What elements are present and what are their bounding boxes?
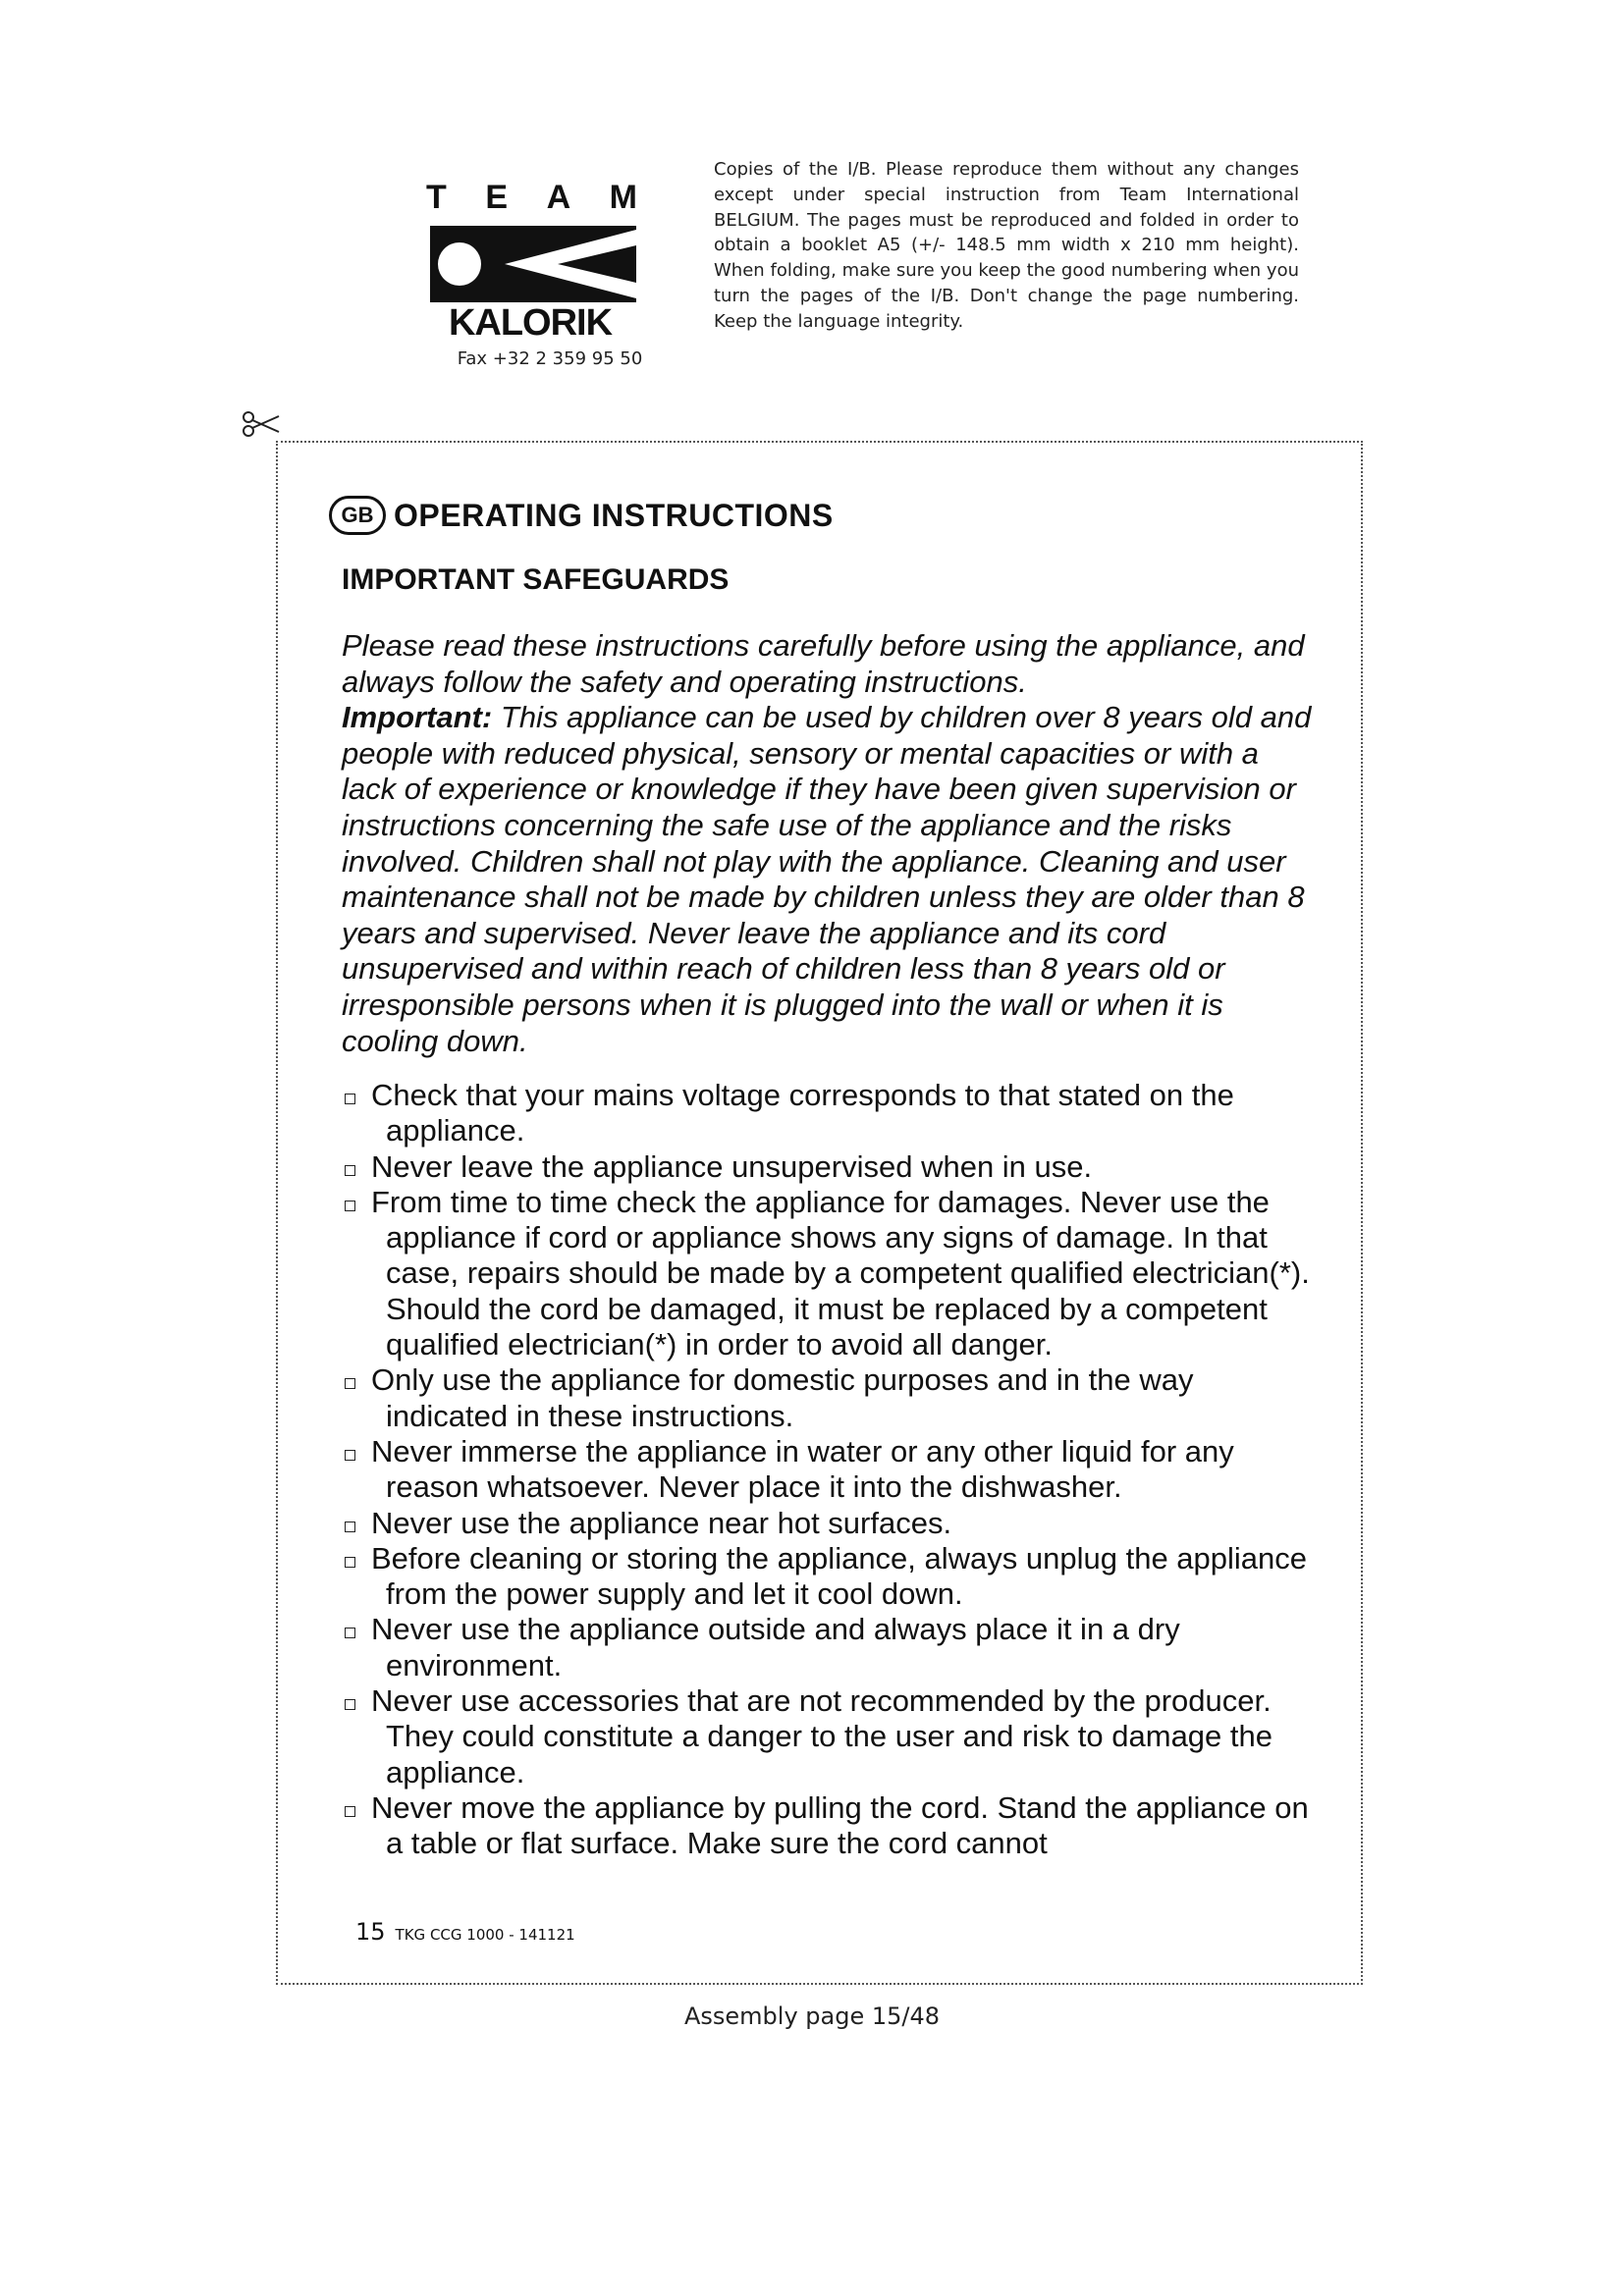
logo-team-letter: E (485, 179, 509, 216)
assembly-page-label: Assembly page 15/48 (683, 2002, 941, 2030)
page-title: OPERATING INSTRUCTIONS (394, 497, 834, 533)
fax-number: Fax +32 2 359 95 50 (457, 348, 643, 369)
checkbox-bullet-icon (345, 1806, 355, 1817)
page-number: 15 (355, 1918, 386, 1946)
important-text: This appliance can be used by children over 8 years old and people with reduced physical, sensory or mental capacities or with a lack of experience or knowledge if they have been given supervision or instructions concerning the safe use of the appliance and the risks involved. Children shall not play with the appliance. Cleaning and user maintenance shall not be made by children unless they are older than 8 years and supervised. Never leave the appliance and its cord unsupervised and within reach of children less than 8 years old or irresponsible persons when it is plugged into the wall or when it is cooling down. (342, 700, 1312, 1058)
list-item: Check that your mains voltage corresponds to that stated on the appliance. (342, 1078, 1324, 1149)
checkbox-bullet-icon (345, 1628, 355, 1638)
intro-text (342, 628, 1314, 1059)
checkbox-bullet-icon (345, 1522, 355, 1532)
logo-team-text (426, 179, 637, 217)
reproduction-notice: Copies of the I/B. Please reproduce them without any changes except under special instruction from Team International BELGIUM. The pages must be reproduced and folded in order to obtain a booklet A5 (+/- 148.5 mm width x 210 mm height). When folding, make sure you keep the good numbering when you turn the pages of the I/B. Don't change the page numbering. Keep the language integrity. (714, 159, 1299, 332)
list-item: From time to time check the appliance for damages. Never use the appliance if cord or appliance shows any signs of damage. In that case, repairs should be made by a competent qualified electrician(*). Should the cord be damaged, it must be replaced by a competent qualified electrician(*) in order to avoid all danger. (342, 1185, 1324, 1362)
checkbox-bullet-icon (345, 1378, 355, 1389)
model-code: TKG CCG 1000 - 141121 (395, 1926, 575, 1944)
logo-team-letter: A (546, 179, 571, 216)
logo-team-letter: T (426, 179, 447, 216)
checkbox-bullet-icon (345, 1557, 355, 1568)
checkbox-bullet-icon (345, 1450, 355, 1461)
list-item: Never leave the appliance unsupervised when in use. (342, 1149, 1324, 1185)
list-item: Never use the appliance outside and always place it in a dry environment. (342, 1612, 1324, 1683)
language-badge: GB (329, 496, 386, 535)
logo-mark-icon (430, 226, 636, 302)
important-label: Important: (342, 700, 493, 735)
list-item: Only use the appliance for domestic purposes and in the way indicated in these instructions. (342, 1362, 1324, 1434)
logo-team-letter: M (609, 179, 637, 216)
intro-paragraph: Please read these instructions carefully before using the appliance, and always follow the safety and operating instructions. (342, 628, 1305, 699)
page-footer (355, 1918, 575, 1946)
team-kalorik-logo (422, 177, 648, 373)
section-title (329, 491, 834, 540)
safeguards-heading: IMPORTANT SAFEGUARDS (342, 563, 730, 596)
list-item: Never immerse the appliance in water or any other liquid for any reason whatsoever. Never place it into the dishwasher. (342, 1434, 1324, 1506)
list-item: Never use the appliance near hot surfaces. (342, 1506, 1324, 1541)
checkbox-bullet-icon (345, 1699, 355, 1710)
list-item: Before cleaning or storing the appliance, always unplug the appliance from the power supply and let it cool down. (342, 1541, 1324, 1613)
important-paragraph (342, 700, 1314, 1059)
scissors-icon (242, 410, 281, 438)
list-item: Never use accessories that are not recommended by the producer. They could constitute a danger to the user and risk to damage the appliance. (342, 1683, 1324, 1790)
checkbox-bullet-icon (345, 1094, 355, 1104)
checkbox-bullet-icon (345, 1201, 355, 1211)
checkbox-bullet-icon (345, 1165, 355, 1176)
safeguards-list (342, 1078, 1324, 1862)
list-item: Never move the appliance by pulling the cord. Stand the appliance on a table or flat surface. Make sure the cord cannot (342, 1790, 1324, 1862)
logo-brand-text: KALORIK (448, 302, 613, 344)
